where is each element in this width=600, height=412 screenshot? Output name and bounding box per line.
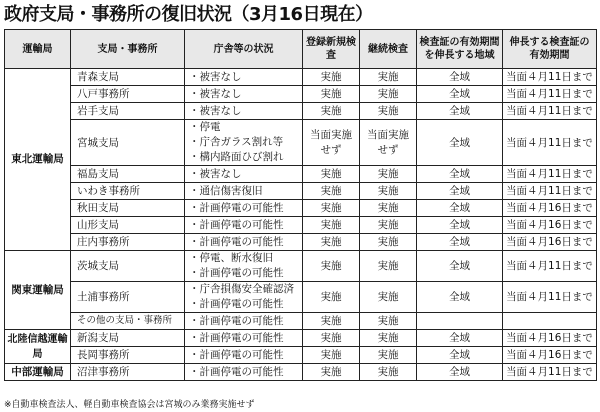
area-cell: 全域	[417, 200, 503, 217]
status-cell: ・計画停電の可能性	[185, 347, 303, 364]
registration-cell: 実施	[303, 86, 360, 103]
office-cell: 茨城支局	[71, 251, 185, 282]
header-office: 支局・事務所	[71, 30, 185, 69]
office-cell: 岩手支局	[71, 103, 185, 120]
period-cell: 当面４月11日まで	[503, 69, 597, 86]
table-row	[5, 103, 597, 120]
area-cell: 全域	[417, 282, 503, 313]
table-row	[5, 347, 597, 364]
table-header-row	[5, 30, 597, 69]
period-cell	[503, 313, 597, 330]
continued-cell: 実施	[360, 313, 417, 330]
registration-cell: 実施	[303, 313, 360, 330]
office-cell: その他の支局・事務所	[71, 313, 185, 330]
continued-cell: 実施	[360, 200, 417, 217]
continued-cell: 当面実施せず	[360, 120, 417, 166]
area-cell: 全域	[417, 217, 503, 234]
bureau-tohoku: 東北運輸局	[5, 69, 71, 251]
office-cell: いわき事務所	[71, 183, 185, 200]
page-title: 政府支局・事務所の復旧状況（3月16日現在）	[4, 4, 373, 25]
continued-cell: 実施	[360, 86, 417, 103]
table-row	[5, 313, 597, 330]
registration-cell: 実施	[303, 347, 360, 364]
continued-cell: 実施	[360, 234, 417, 251]
table-row	[5, 166, 597, 183]
table-row	[5, 200, 597, 217]
office-cell: 土浦事務所	[71, 282, 185, 313]
period-cell: 当面４月11日まで	[503, 120, 597, 166]
period-cell: 当面４月11日まで	[503, 282, 597, 313]
table-row	[5, 86, 597, 103]
office-cell: 長岡事務所	[71, 347, 185, 364]
bureau-chubu: 中部運輸局	[5, 364, 71, 381]
status-cell: ・計画停電の可能性	[185, 234, 303, 251]
table-row	[5, 183, 597, 200]
table-row	[5, 234, 597, 251]
area-cell: 全域	[417, 86, 503, 103]
status-cell: ・計画停電の可能性	[185, 217, 303, 234]
area-cell: 全域	[417, 251, 503, 282]
period-cell: 当面４月11日まで	[503, 251, 597, 282]
continued-cell: 実施	[360, 166, 417, 183]
table-row	[5, 69, 597, 86]
continued-cell: 実施	[360, 364, 417, 381]
period-cell: 当面４月11日まで	[503, 103, 597, 120]
status-cell: ・被害なし	[185, 86, 303, 103]
status-cell: ・計画停電の可能性	[185, 200, 303, 217]
area-cell: 全域	[417, 347, 503, 364]
continued-cell: 実施	[360, 103, 417, 120]
status-cell: ・停電 ・庁舎ガラス割れ等 ・構内路面ひび割れ	[185, 120, 303, 166]
registration-cell: 実施	[303, 183, 360, 200]
table-row	[5, 330, 597, 347]
status-cell: ・被害なし	[185, 103, 303, 120]
area-cell: 全域	[417, 166, 503, 183]
office-cell: 新潟支局	[71, 330, 185, 347]
header-new-registration: 登録新規検査	[303, 30, 360, 69]
area-cell: 全域	[417, 330, 503, 347]
table-row	[5, 120, 597, 166]
area-cell: 全域	[417, 103, 503, 120]
header-bureau: 運輸局	[5, 30, 71, 69]
registration-cell: 実施	[303, 69, 360, 86]
continued-cell: 実施	[360, 282, 417, 313]
period-cell: 当面４月11日まで	[503, 166, 597, 183]
status-cell: ・計画停電の可能性	[185, 313, 303, 330]
status-cell: ・通信傷害復旧	[185, 183, 303, 200]
area-cell: 全域	[417, 364, 503, 381]
period-cell: 当面４月16日まで	[503, 330, 597, 347]
header-extension-period: 伸長する検査証の有効期間	[503, 30, 597, 69]
period-cell: 当面４月11日まで	[503, 86, 597, 103]
registration-cell: 当面実施せず	[303, 120, 360, 166]
area-cell	[417, 313, 503, 330]
status-cell: ・計画停電の可能性	[185, 330, 303, 347]
office-cell: 八戸事務所	[71, 86, 185, 103]
area-cell: 全域	[417, 69, 503, 86]
registration-cell: 実施	[303, 217, 360, 234]
table-row	[5, 364, 597, 381]
period-cell: 当面４月11日まで	[503, 183, 597, 200]
area-cell: 全域	[417, 120, 503, 166]
status-cell: ・停電、断水復旧 ・計画停電の可能性	[185, 251, 303, 282]
status-cell: ・計画停電の可能性	[185, 364, 303, 381]
status-cell: ・庁舎損傷安全確認済 ・計画停電の可能性	[185, 282, 303, 313]
office-cell: 福島支局	[71, 166, 185, 183]
period-cell: 当面４月16日まで	[503, 234, 597, 251]
registration-cell: 実施	[303, 234, 360, 251]
bureau-kanto: 関東運輸局	[5, 251, 71, 330]
registration-cell: 実施	[303, 330, 360, 347]
office-cell: 青森支局	[71, 69, 185, 86]
area-cell: 全域	[417, 183, 503, 200]
registration-cell: 実施	[303, 103, 360, 120]
period-cell: 当面４月16日まで	[503, 200, 597, 217]
registration-cell: 実施	[303, 364, 360, 381]
header-extension-area: 検査証の有効期間を伸長する地域	[417, 30, 503, 69]
table-row	[5, 282, 597, 313]
office-cell: 秋田支局	[71, 200, 185, 217]
bureau-hokuriku-shinetsu: 北陸信越運輸局	[5, 330, 71, 364]
header-continued-inspection: 継続検査	[360, 30, 417, 69]
recovery-status-table	[4, 29, 597, 381]
period-cell: 当面４月16日まで	[503, 217, 597, 234]
office-cell: 沼津事務所	[71, 364, 185, 381]
status-cell: ・被害なし	[185, 166, 303, 183]
continued-cell: 実施	[360, 183, 417, 200]
footnote: ※自動車検査法人、軽自動車検査協会は宮城のみ業務実施せず	[4, 400, 255, 410]
registration-cell: 実施	[303, 251, 360, 282]
registration-cell: 実施	[303, 282, 360, 313]
area-cell: 全域	[417, 234, 503, 251]
continued-cell: 実施	[360, 330, 417, 347]
registration-cell: 実施	[303, 200, 360, 217]
continued-cell: 実施	[360, 347, 417, 364]
office-cell: 宮城支局	[71, 120, 185, 166]
continued-cell: 実施	[360, 251, 417, 282]
status-cell: ・被害なし	[185, 69, 303, 86]
office-cell: 庄内事務所	[71, 234, 185, 251]
period-cell: 当面４月16日まで	[503, 347, 597, 364]
table-row	[5, 251, 597, 282]
period-cell: 当面４月11日まで	[503, 364, 597, 381]
registration-cell: 実施	[303, 166, 360, 183]
continued-cell: 実施	[360, 69, 417, 86]
header-building-status: 庁舎等の状況	[185, 30, 303, 69]
office-cell: 山形支局	[71, 217, 185, 234]
continued-cell: 実施	[360, 217, 417, 234]
table-row	[5, 217, 597, 234]
